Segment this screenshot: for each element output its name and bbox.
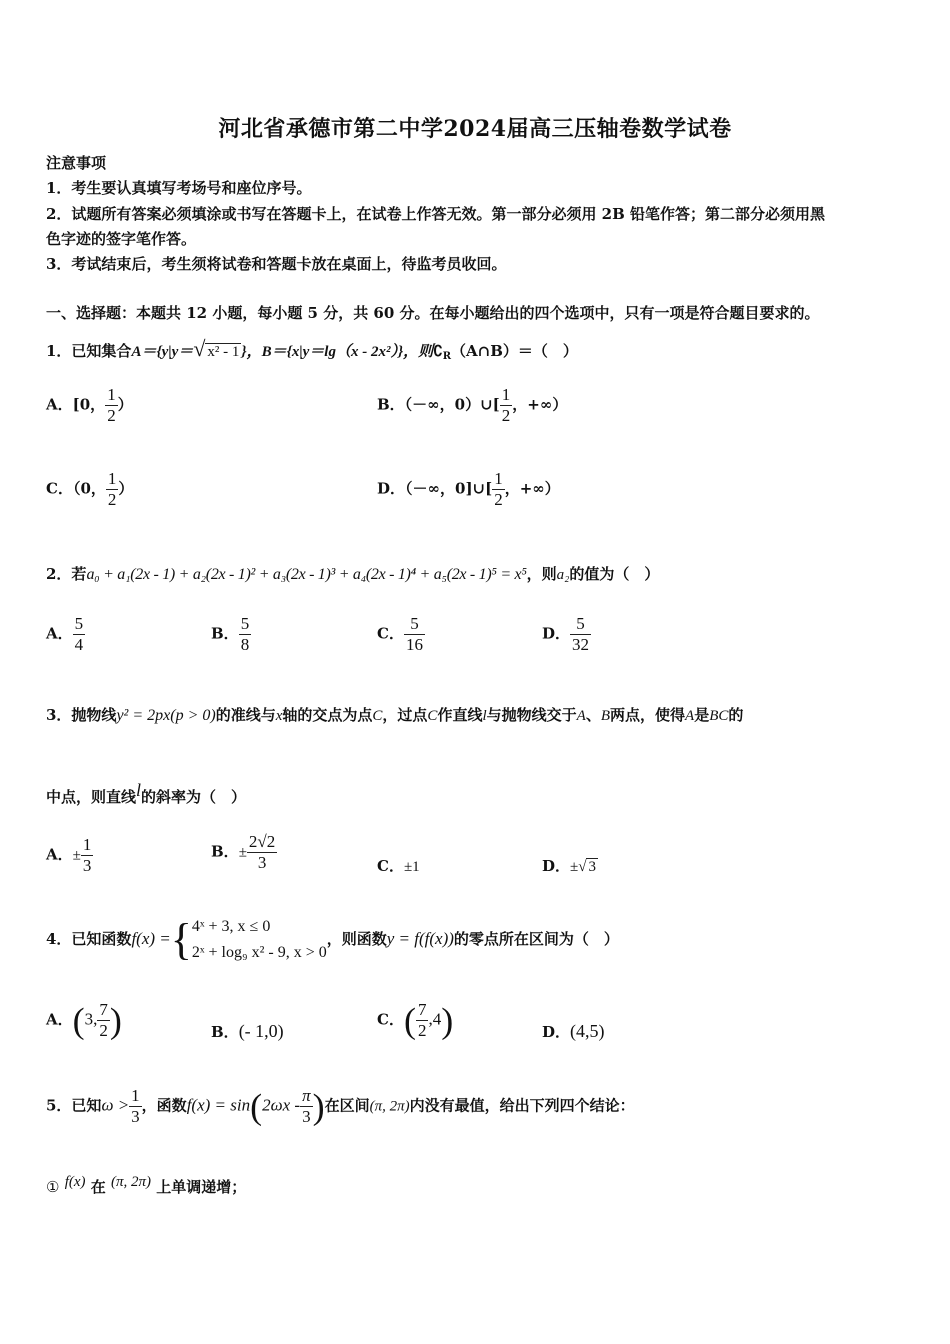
q4-option-c[interactable]: C．( $\frac{7}{2}$ ,4) [377,1000,454,1041]
notice-item-2-cont: 色字迹的签字笔作答。 [46,230,197,248]
q3-option-b[interactable]: B．± $\frac{2√2}{3}$ [211,832,276,872]
q3-option-c[interactable]: C．±1 [377,857,420,875]
section-heading: 一、选择题：本题共 12 小题，每小题 5 分，共 60 分。在每小题给出的四个选项中，只有一项是符合题目要求的。 [46,304,820,322]
q2-option-a[interactable]: A． $\frac{5}{4}$ [46,614,84,654]
question-4: 4．已知函数f(x) ={ 4ˣ + 3, x ≤ 0 2ˣ + log₉ x² - 9, x > 0 ，则函数y = f(f(x))的零点所在区间为（ ） [46,915,619,964]
fraction: $\frac{1}{2}$ [501,385,511,425]
q3-option-d[interactable]: D．±√ 3 [542,857,596,875]
question-1: 1．已知集合A＝{y|y＝√ x² - 1 }，B＝{x|y＝lg（x - 2x²）}，则$∁_R(A\cap B)=$（ ） [46,336,578,362]
q4-option-b[interactable]: B．(- 1,0) [211,1021,284,1041]
question-2: 2．若a₀ + a₁(2x - 1) + a₂(2x - 1)² + a₃(2x - 1)³ + a₄(2x - 1)⁴ + a₅(2x - 1)⁵ = x⁵，则a₂的值为（ ） [46,565,660,583]
question-5: 5．已知ω > $\frac{1}{3}$ ，函数f(x) = sin(2ωx - $\frac{\pi}{3}$ )在区间(π, 2π)内没有最值，给出下列四个结论： [46,1086,635,1127]
fraction: $\frac{1}{2}$ [494,469,503,509]
q1-option-d[interactable]: D．（－∞，0]∪[ $\frac{1}{2}$ ，+∞） [377,469,560,509]
notice-item-2: 2．试题所有答案必须填涂或书写在答题卡上，在试卷上作答无效。第一部分必须用 2B 铅笔作答；第二部分必须用黑 [46,205,826,223]
q4-option-d[interactable]: D．(4,5) [542,1021,605,1041]
q1-option-b[interactable]: B．（－∞，0）∪[ $\frac{1}{2}$ ，+∞） [377,385,568,425]
fraction: $\frac{1}{2}$ [107,385,116,425]
notice-item-3: 3．考试结束后，考生须将试卷和答题卡放在桌面上，待监考员收回。 [46,255,507,273]
q1-option-a[interactable]: A．[0， $\frac{1}{2}$ ） [46,385,133,425]
notice-item-1: 1．考生要认真填写考场号和座位序号。 [46,179,312,197]
q3-option-a[interactable]: A．± $\frac{1}{3}$ [46,835,92,875]
q2-option-b[interactable]: B． $\frac{5}{8}$ [211,614,250,654]
q1-option-c[interactable]: C．（0， $\frac{1}{2}$ ） [46,469,134,509]
q4-option-a[interactable]: A．(3, $\frac{7}{2}$ ) [46,1000,122,1041]
page-title: 河北省承德市第二中学2024届高三压轴卷数学试卷 [218,116,732,142]
question-3-cont: 中点，则直线l的斜率为（ ） [46,780,247,806]
q2-option-d[interactable]: D． $\frac{5}{32}$ [542,614,590,654]
q5-conclusion-1: ① f(x) 在 (π, 2π) 上单调递增； [46,1174,247,1196]
notice-heading: 注意事项 [46,154,107,172]
fraction: $\frac{1}{2}$ [107,469,117,509]
q2-option-c[interactable]: C． $\frac{5}{16}$ [377,614,423,654]
question-3: 3．抛物线y² = 2px(p > 0)的准线与x轴的交点为点C，过点C作直线l与抛物线交于A、B两点，使得A是BC的 [46,706,744,724]
